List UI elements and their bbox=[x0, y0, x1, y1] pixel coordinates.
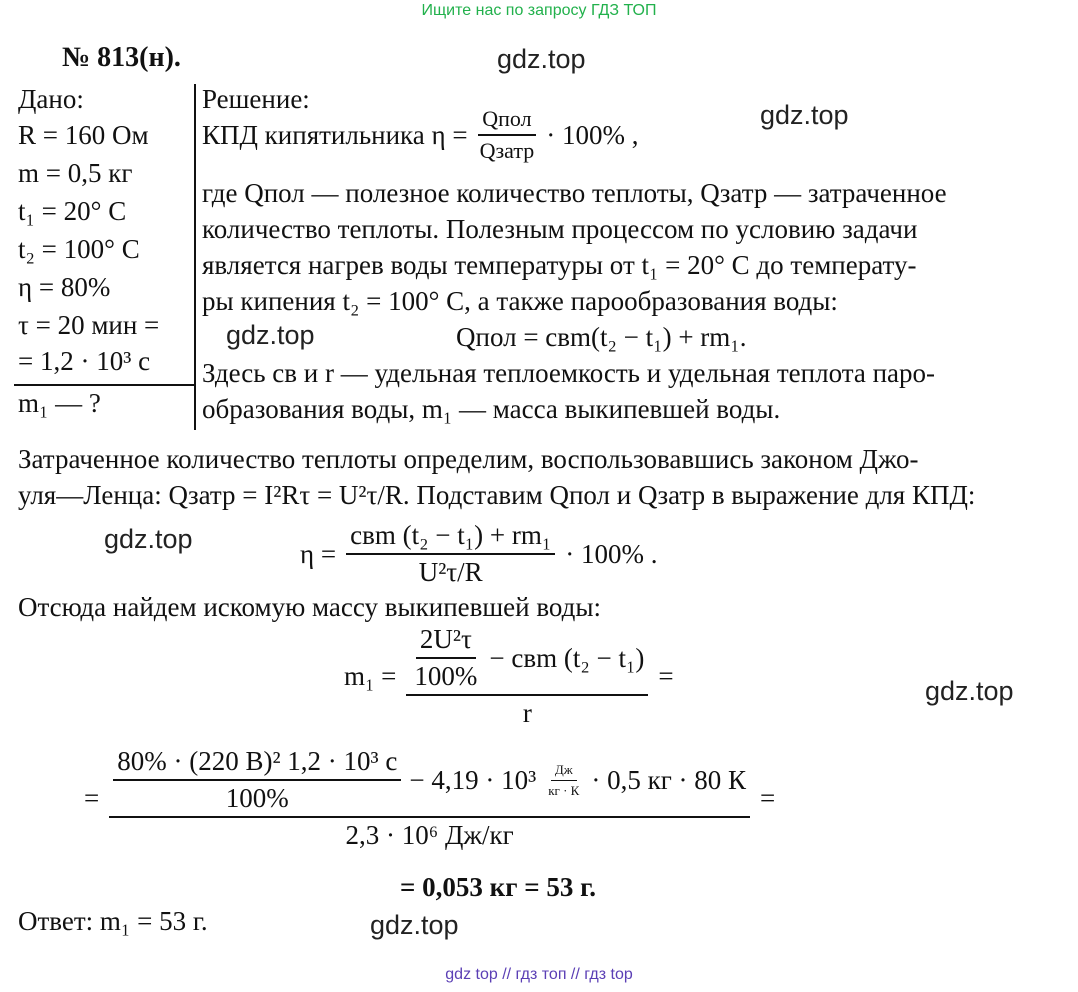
paragraph-line: уля—Ленца: Qзатр = I²Rτ = U²τ/R. Подставим Qпол и Qзатр в выражение для КПД: bbox=[18, 480, 976, 510]
unit-fraction bbox=[544, 762, 583, 799]
m1-fraction bbox=[406, 624, 648, 729]
solution-line: Здесь cв и r — удельная теплоемкость и удельная теплота паро- bbox=[202, 358, 935, 388]
m1-numerator bbox=[406, 624, 648, 696]
given-line: t₁ = 20° C bbox=[18, 196, 127, 226]
m1-left: m₁ = bbox=[344, 661, 397, 691]
calc-inner-denominator: 100% bbox=[225, 783, 289, 813]
equals-sign: = bbox=[658, 661, 674, 691]
paragraph-line: Отсюда найдем искомую массу выкипевшей воды: bbox=[18, 592, 602, 622]
given-line: m = 0,5 кг bbox=[18, 158, 133, 188]
equals-sign: = bbox=[84, 783, 100, 813]
given-divider bbox=[14, 384, 194, 386]
find-line: m₁ — ? bbox=[18, 388, 101, 418]
calc-tail: · 0,5 кг · 80 К bbox=[591, 764, 747, 795]
m1-inner-numerator: 2U²τ bbox=[416, 624, 476, 659]
calc-formula bbox=[84, 746, 775, 851]
kpd-fraction bbox=[476, 106, 539, 164]
eta-denominator: U²τ/R bbox=[418, 557, 483, 587]
calc-inner-numerator: 80% · (220 В)² 1,2 · 10³ с bbox=[113, 746, 401, 781]
watermark: gdz.top bbox=[104, 524, 193, 554]
given-line: τ = 20 мин = bbox=[18, 310, 160, 340]
watermark: gdz.top bbox=[370, 910, 459, 940]
given-separator bbox=[194, 84, 196, 430]
kpd-formula bbox=[202, 106, 638, 164]
m1-inner-fraction bbox=[410, 624, 481, 692]
calc-inner-fraction bbox=[113, 746, 401, 814]
useful-heat-formula: Qпол = cвm(t₂ − t₁) + rm₁. bbox=[456, 322, 747, 352]
calc-rest: − 4,19 · 10³ bbox=[409, 764, 537, 795]
kpd-label: КПД кипятильника η = bbox=[202, 119, 468, 150]
solution-title: Решение: bbox=[202, 84, 310, 114]
given-line: R = 160 Ом bbox=[18, 120, 149, 150]
unit-denominator: кг · К bbox=[548, 782, 580, 798]
equals-sign: = bbox=[760, 783, 776, 813]
solution-line: количество теплоты. Полезным процессом по условию задачи bbox=[202, 214, 918, 244]
unit-numerator: Дж bbox=[551, 762, 577, 781]
given-line: η = 80% bbox=[18, 272, 111, 302]
kpd-denominator: Qзатр bbox=[479, 138, 535, 163]
calc-numerator bbox=[109, 746, 750, 818]
eta-left: η = bbox=[300, 538, 337, 569]
kpd-numerator: Qпол bbox=[478, 106, 535, 136]
given-line: = 1,2 · 10³ с bbox=[18, 346, 151, 376]
result-line: = 0,053 кг = 53 г. bbox=[400, 872, 597, 902]
solution-line: образования воды, m₁ — масса выкипевшей воды. bbox=[202, 394, 781, 424]
footer-links[interactable]: gdz top // гдз топ // гдз top bbox=[445, 966, 633, 983]
solution-line: ры кипения t₂ = 100° С, а также парообразования воды: bbox=[202, 286, 838, 316]
watermark: gdz.top bbox=[226, 320, 315, 350]
m1-denominator: r bbox=[522, 698, 532, 728]
eta-numerator: cвm (t₂ − t₁) + rm₁ bbox=[346, 520, 555, 555]
m1-formula bbox=[344, 624, 674, 729]
answer-line: Ответ: m₁ = 53 г. bbox=[18, 906, 208, 936]
watermark: gdz.top bbox=[925, 676, 1014, 706]
eta-formula bbox=[300, 520, 658, 588]
watermark: gdz.top bbox=[497, 44, 586, 74]
eta-fraction bbox=[346, 520, 555, 588]
solution-line: где Qпол — полезное количество теплоты, Qзатр — затраченное bbox=[202, 178, 947, 208]
top-search-link[interactable]: Ищите нас по запросу ГДЗ ТОП bbox=[421, 2, 657, 19]
kpd-tail: · 100% , bbox=[546, 119, 639, 150]
solution-line: является нагрев воды температуры от t₁ = 20° С до температу- bbox=[202, 250, 917, 280]
eta-tail: · 100% . bbox=[565, 538, 658, 569]
calc-fraction bbox=[109, 746, 750, 851]
calc-denominator: 2,3 · 10⁶ Дж/кг bbox=[345, 820, 514, 850]
watermark: gdz.top bbox=[760, 100, 849, 130]
m1-rest: − cвm (t₂ − t₁) bbox=[489, 642, 645, 673]
paragraph-line: Затраченное количество теплоты определим, воспользовавшись законом Джо- bbox=[18, 444, 919, 474]
given-line: t₂ = 100° C bbox=[18, 234, 140, 264]
m1-inner-denominator: 100% bbox=[414, 661, 478, 691]
given-title: Дано: bbox=[18, 84, 84, 114]
problem-number: № 813(н). bbox=[62, 42, 181, 73]
